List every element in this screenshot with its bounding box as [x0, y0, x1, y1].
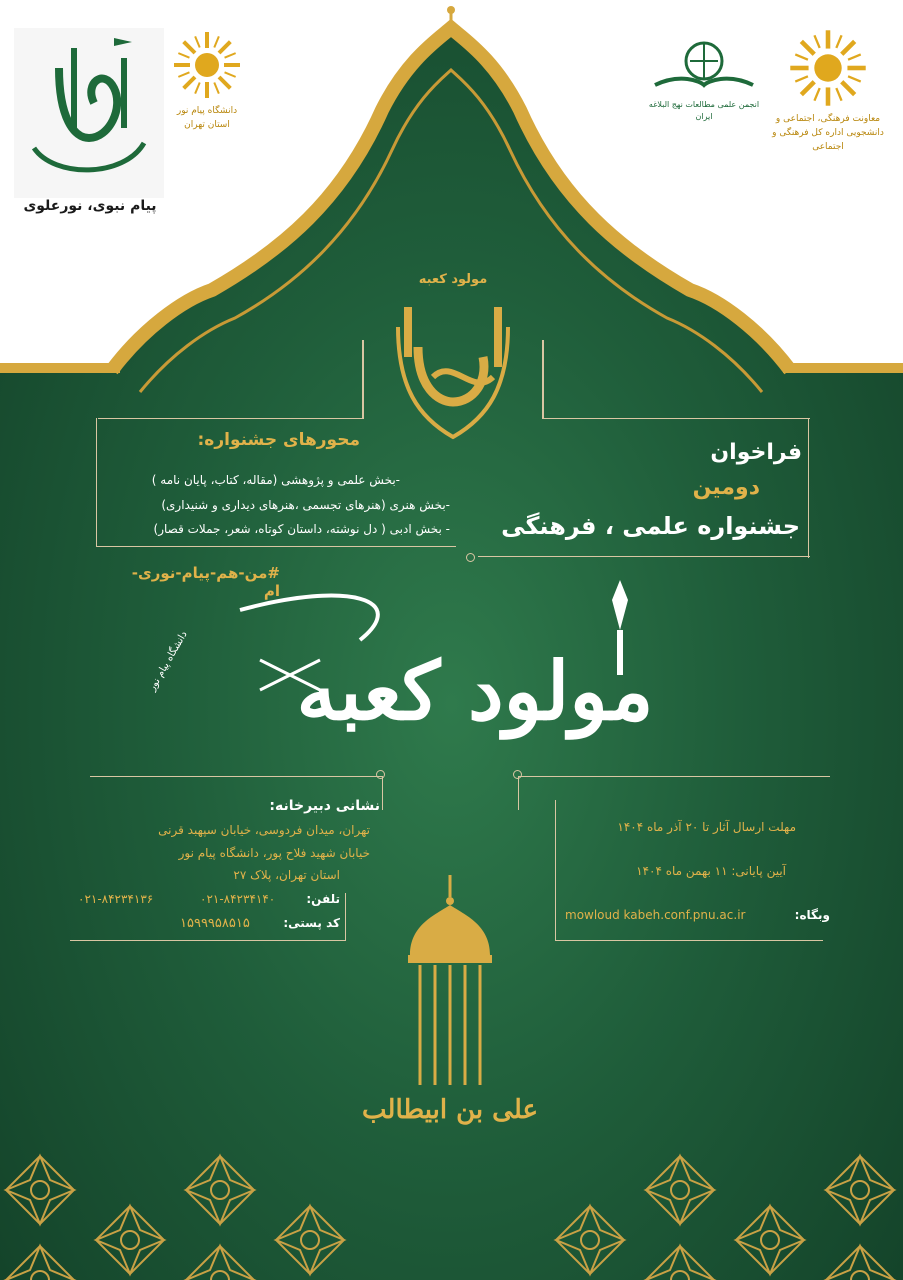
divider-sec-vertical [382, 776, 383, 810]
book-globe-logo-icon [645, 35, 763, 95]
postal-code: ۱۵۹۹۹۵۸۵۱۵ [180, 916, 250, 931]
emblem-title: مولود کعبه [418, 272, 488, 287]
association-logo [645, 35, 763, 125]
divider-right-horizontal [542, 418, 810, 419]
address-line-3: استان تهران، پلاک ۲۷ [233, 868, 340, 882]
vice-presidency-text: معاونت فرهنگی، اجتماعی و دانشجویی اداره کل فرهنگی و اجتماعی [772, 114, 884, 152]
deadline-text: مهلت ارسال آثار تا ۲۰ آذر ماه ۱۴۰۴ [617, 820, 796, 834]
divider-right-bottom [478, 556, 810, 557]
ornament-dot-left [376, 770, 385, 779]
university-logo-text: دانشگاه پیام نور استان تهران [176, 106, 238, 130]
divider-sec-side [345, 893, 346, 941]
divider-left-vertical [362, 340, 364, 418]
secretariat-heading: نشانی دبیرخانه: [269, 798, 380, 814]
divider-left-bottom [96, 546, 456, 547]
ornament-dot [466, 553, 475, 562]
divider-dates-top [518, 776, 830, 777]
divider-dates-side [555, 800, 556, 940]
logo-caption: پیام نبوی، نورعلوی [23, 198, 157, 214]
divider-dates-vertical [518, 776, 519, 810]
divider-left-horizontal [98, 418, 364, 419]
address-line-2: خیابان شهید فلاح پور، دانشگاه پیام نور [178, 846, 370, 860]
axes-item-3: - بخش ادبی ( دل نوشته، داستان کوتاه، شعر، جملات قصار) [153, 522, 450, 536]
website-link[interactable]: mowloud kabeh.conf.pnu.ac.ir [565, 908, 746, 922]
main-title: مولود کعبه [296, 644, 654, 738]
bottom-calligraphy: علی بن ابیطالب [362, 1095, 538, 1125]
axes-item-1: -بخش علمی و پژوهشی (مقاله، کتاب، پایان نامه ) [151, 473, 400, 487]
hashtag: #من-هم-پیام-نوری-ام [131, 564, 280, 600]
axes-item-2: -بخش هنری (هنرهای تجسمی ،هنرهای دیداری و شنیداری) [161, 498, 450, 512]
phone-label: تلفن: [306, 892, 340, 906]
association-logo-text: انجمن علمی مطالعات نهج البلاغه ایران [648, 100, 760, 121]
sun-logo-icon [172, 30, 242, 100]
address-line-1: تهران، میدان فردوسی، خیابان سپهبد قرنی [158, 823, 370, 837]
divider-dates-bottom [555, 940, 823, 941]
call-line-1: فراخوان [710, 440, 802, 465]
ornament-dot-right [513, 770, 522, 779]
website-label: وبگاه: [794, 908, 830, 922]
divider-right-vertical [542, 340, 544, 418]
postal-label: کد پستی: [283, 916, 340, 930]
vice-presidency-logo [768, 28, 888, 158]
divider-right-side [808, 418, 809, 558]
phone-1: ۰۲۱-۸۴۲۳۴۱۴۰ [200, 892, 276, 906]
dome-icon [380, 875, 520, 1095]
main-title-block [146, 580, 770, 760]
phone-2: ۰۲۱-۸۴۲۳۴۱۳۶ [78, 892, 154, 906]
sun-logo-2-icon [788, 28, 868, 108]
mohammad-logo [14, 28, 164, 198]
divider-sec-top [90, 776, 383, 777]
call-line-3: جشنواره علمی ، فرهنگی [501, 512, 800, 540]
ceremony-text: آیین پایانی: ۱۱ بهمن ماه ۱۴۰۴ [636, 864, 786, 878]
geometric-pattern-icon [0, 1130, 903, 1280]
main-title-sub: دانشگاه پیام نور [146, 629, 190, 693]
emblem-calligraphy-icon [378, 287, 528, 447]
axes-heading: محورهای جشنواره: [197, 430, 360, 450]
calligraphy-logo-icon [14, 28, 164, 198]
ya-ali-emblem [378, 268, 528, 458]
call-line-2: دومین [692, 475, 760, 500]
divider-sec-bottom [70, 940, 346, 941]
pnu-tehran-logo [172, 30, 252, 150]
